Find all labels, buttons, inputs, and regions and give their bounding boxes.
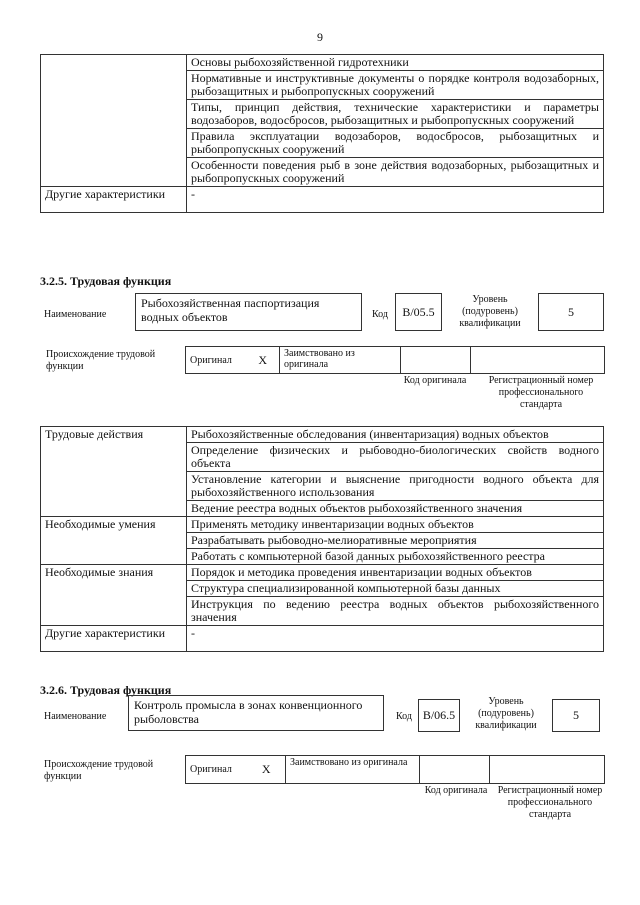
level-label: Уровень (подуровень) квалификации	[459, 294, 521, 329]
origin-table	[185, 755, 605, 784]
function-name-box	[135, 293, 362, 331]
borrowed-label: Заимствовано из оригинала	[280, 347, 401, 374]
original-label: Оригинал	[186, 756, 248, 784]
function-name-box	[128, 695, 384, 731]
original-mark: X	[247, 347, 280, 374]
table-cell: Правила эксплуатации водозаборов, водосбросов, рыбозащитных и рыбопропускных сооружений	[187, 129, 604, 158]
reg-number-caption: Регистрационный номер профессионального стандарта	[488, 375, 594, 410]
table-row	[186, 347, 605, 374]
section-title-325: 3.2.5. Трудовая функция	[40, 274, 172, 288]
code-original-caption: Код оригинала	[403, 375, 467, 386]
table-row	[41, 427, 604, 443]
row-label: Другие характеристики	[41, 626, 187, 652]
table-row	[41, 187, 604, 213]
original-mark: X	[248, 756, 286, 784]
table-cell: Определение физических и рыбоводно-биологических свойств водного объекта	[187, 443, 604, 472]
code-original-cell	[401, 347, 471, 374]
name-label: Наименование	[44, 309, 107, 320]
code-label: Код	[396, 711, 412, 722]
table-cell: Работать с компьютерной базой данных рыбохозяйственного реестра	[187, 549, 604, 565]
table-row	[41, 626, 604, 652]
level-box	[552, 699, 600, 732]
table-cell: Установление категории и выяснение пригодности водного объекта для рыбохозяйственного использования	[187, 472, 604, 501]
table-row	[41, 565, 604, 581]
table-cell: Рыбохозяйственные обследования (инвентаризация) водных объектов	[187, 427, 604, 443]
table-cell: -	[187, 626, 604, 652]
reg-number-cell	[490, 756, 605, 784]
row-label	[41, 55, 187, 187]
table-cell: Применять методику инвентаризации водных объектов	[187, 517, 604, 533]
table-cell: Особенности поведения рыб в зоне действия водозаборных, рыбозащитных и рыбопропускных сооружений	[187, 158, 604, 187]
original-label: Оригинал	[186, 347, 247, 374]
code-original-caption: Код оригинала	[424, 785, 488, 796]
code-box	[418, 699, 460, 732]
level-value: 5	[573, 708, 579, 722]
table-row	[41, 55, 604, 71]
row-label: Необходимые знания	[41, 565, 187, 626]
table-cell: Типы, принцип действия, технические характеристики и параметры водозаборов, водосбросов, рыбозащитных и рыбопропускных сооружений	[187, 100, 604, 129]
row-label: Другие характеристики	[41, 187, 187, 213]
origin-label: Происхождение трудовой функции	[46, 349, 156, 372]
code-value: B/05.5	[402, 304, 435, 319]
code-label: Код	[372, 309, 388, 320]
section-title-326: 3.2.6. Трудовая функция	[40, 683, 172, 697]
table-cell: Разрабатывать рыбоводно-мелиоративные мероприятия	[187, 533, 604, 549]
table-cell: Структура специализированной компьютерной базы данных	[187, 581, 604, 597]
code-box	[395, 293, 442, 331]
origin-table	[185, 346, 605, 374]
table-cell: Ведение реестра водных объектов рыбохозяйственного значения	[187, 501, 604, 517]
table-row	[41, 517, 604, 533]
name-label: Наименование	[44, 711, 107, 722]
function-name: Рыбохозяйственная паспортизация водных объектов	[141, 296, 320, 324]
function-325-table	[40, 426, 604, 652]
table-row	[186, 756, 605, 784]
table-cell: Основы рыбохозяйственной гидротехники	[187, 55, 604, 71]
reg-number-caption: Регистрационный номер профессионального стандарта	[497, 785, 603, 820]
knowledge-continuation-table	[40, 54, 604, 213]
level-label: Уровень (подуровень) квалификации	[475, 696, 537, 731]
table-cell: Инструкция по ведению реестра водных объектов рыбохозяйственного значения	[187, 597, 604, 626]
table-cell: -	[187, 187, 604, 213]
origin-label: Происхождение трудовой функции	[44, 759, 154, 782]
level-value: 5	[568, 304, 574, 319]
level-box	[538, 293, 604, 331]
table-cell: Нормативные и инструктивные документы о порядке контроля водозаборных, рыбозащитных и рыбопропускных сооружений	[187, 71, 604, 100]
code-value: B/06.5	[422, 708, 456, 722]
code-original-cell	[420, 756, 490, 784]
table-cell: Порядок и методика проведения инвентаризации водных объектов	[187, 565, 604, 581]
reg-number-cell	[471, 347, 605, 374]
row-label: Необходимые умения	[41, 517, 187, 565]
page-number: 9	[317, 30, 323, 44]
function-name: Контроль промысла в зонах конвенционного рыболовства	[134, 698, 363, 726]
row-label: Трудовые действия	[41, 427, 187, 517]
borrowed-label: Заимствовано из оригинала	[286, 756, 420, 784]
